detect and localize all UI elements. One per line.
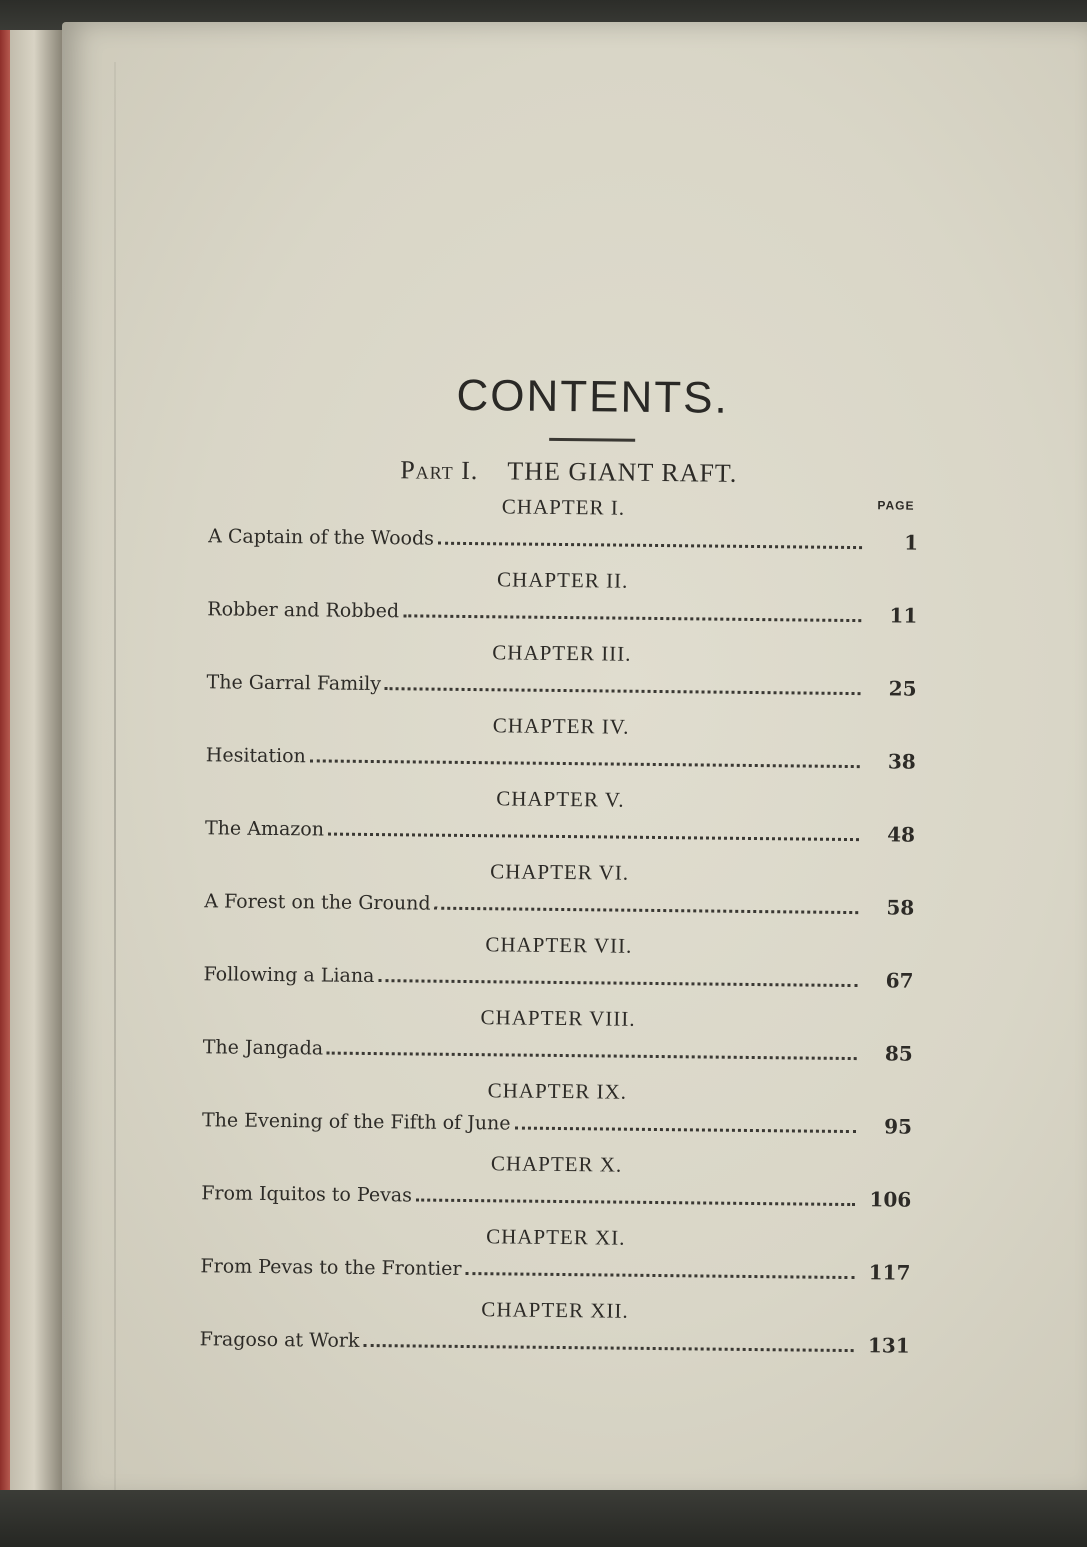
chapter-heading: CHAPTER II.	[496, 567, 629, 593]
dot-leader	[385, 687, 861, 695]
toc-line	[208, 523, 918, 554]
page-number: 85	[884, 1041, 913, 1066]
page-number: 95	[884, 1114, 913, 1139]
dot-leader	[403, 614, 861, 622]
dot-leader	[416, 1198, 855, 1206]
chapter-heading: CHAPTER V.	[496, 786, 625, 812]
page-number: 58	[886, 895, 915, 920]
chapter-heading: CHAPTER VI.	[490, 859, 630, 885]
toc-line	[202, 1107, 912, 1138]
chapter-title: The Jangada	[202, 1036, 324, 1060]
chapter-heading: CHAPTER XII.	[481, 1297, 629, 1323]
page-number: 38	[887, 749, 916, 774]
dot-leader	[378, 979, 857, 987]
toc-line	[207, 596, 917, 627]
chapter-heading: CHAPTER III.	[492, 640, 632, 666]
toc-line	[200, 1326, 910, 1357]
toc-line	[200, 1253, 910, 1284]
toc-line	[204, 888, 914, 919]
dot-leader	[435, 907, 859, 914]
page-number: 117	[868, 1260, 911, 1285]
chapter-heading: CHAPTER X.	[490, 1151, 623, 1177]
chapter-heading: CHAPTER IX.	[487, 1078, 628, 1104]
toc-line	[206, 742, 916, 773]
dot-leader	[465, 1272, 854, 1279]
page-number: 25	[888, 676, 917, 701]
title-rule	[549, 438, 635, 442]
chapter-title: From Pevas to the Frontier	[200, 1255, 462, 1280]
page-number: 48	[887, 822, 916, 847]
chapter-title: The Garral Family	[206, 671, 382, 696]
page-title: CONTENTS.	[456, 370, 729, 423]
chapter-heading: CHAPTER I.	[501, 494, 626, 520]
chapter-title: Robber and Robbed	[207, 598, 400, 623]
dot-leader	[327, 1052, 857, 1061]
toc-line	[205, 815, 915, 846]
dot-leader	[328, 833, 859, 842]
part-heading	[209, 453, 919, 490]
toc-line	[203, 1034, 913, 1065]
toc-line	[203, 961, 913, 992]
contents-block	[199, 356, 920, 1386]
chapter-title: The Evening of the Fifth of June	[201, 1109, 511, 1135]
chapter-heading: CHAPTER VII.	[485, 932, 633, 958]
dot-leader	[363, 1344, 853, 1352]
chapter-heading: CHAPTER XI.	[486, 1224, 626, 1250]
part-label: Part I.	[400, 455, 479, 486]
page-column-header: PAGE	[877, 498, 915, 513]
page-number: 67	[885, 968, 914, 993]
page-gutter	[114, 62, 116, 1512]
dot-leader	[310, 759, 860, 768]
chapter-heading: CHAPTER VIII.	[480, 1005, 636, 1031]
page-number: 131	[867, 1333, 910, 1358]
chapter-title: A Captain of the Woods	[208, 525, 435, 550]
chapter-title: Fragoso at Work	[199, 1328, 360, 1352]
page-number: 106	[869, 1187, 912, 1212]
chapter-title: The Amazon	[204, 817, 325, 841]
toc-entry	[199, 1297, 910, 1386]
part-title: THE GIANT RAFT.	[507, 456, 738, 488]
chapter-title: A Forest on the Ground	[204, 890, 431, 915]
book-bottom-edge	[0, 1490, 1087, 1547]
chapter-heading: CHAPTER IV.	[492, 713, 630, 739]
page-number: 1	[904, 530, 919, 555]
page-number: 11	[889, 603, 918, 628]
toc-line	[206, 669, 916, 700]
dot-leader	[514, 1127, 855, 1134]
chapter-title: Hesitation	[205, 744, 306, 768]
dot-leader	[438, 542, 862, 549]
chapter-title: Following a Liana	[203, 963, 375, 988]
chapter-title: From Iquitos to Pevas	[201, 1182, 413, 1207]
toc-line	[201, 1180, 911, 1211]
book-cover-edge	[0, 30, 62, 1505]
